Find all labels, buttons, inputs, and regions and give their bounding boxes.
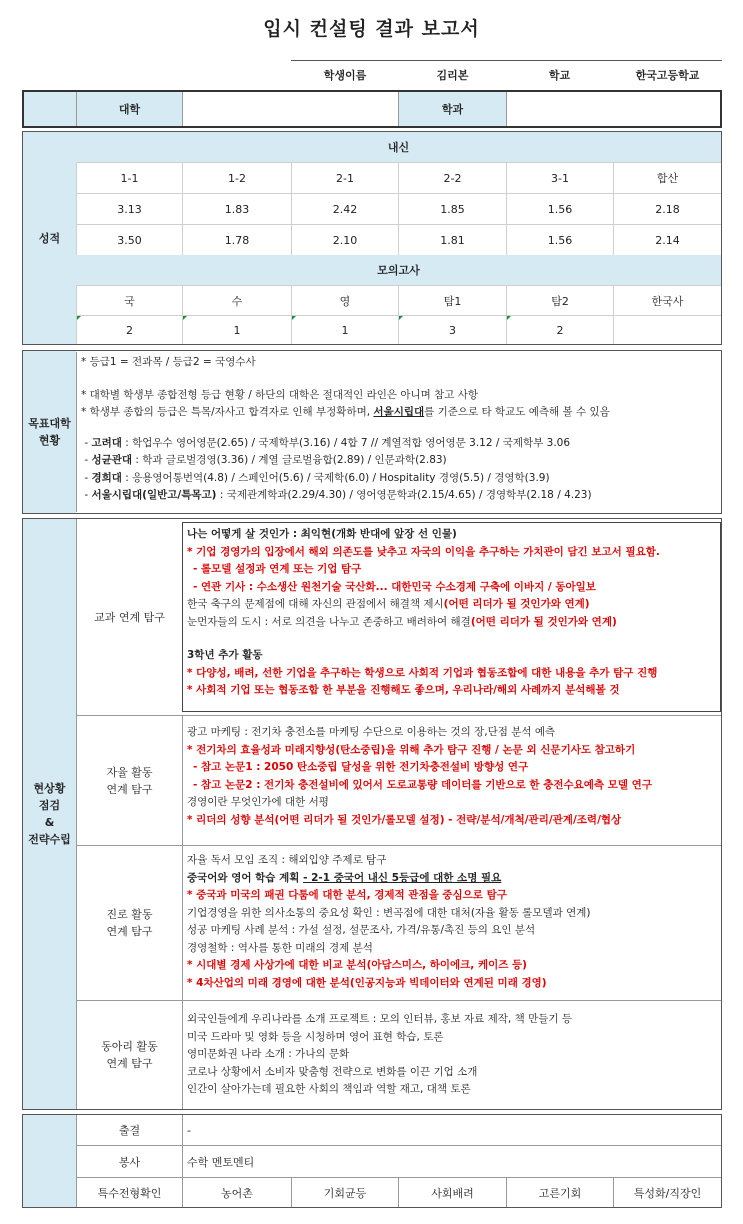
mock-value-cell — [613, 315, 721, 344]
special-admission-item: 농어촌 — [182, 1177, 291, 1207]
naesin-header-cell: 2-2 — [398, 162, 506, 193]
attendance-label: 출결 — [76, 1115, 182, 1145]
club-content: 외국인들에게 우리나라를 소개 프로젝트 : 모의 인터뷰, 홍보 자료 제작, 책 만들기 등 미국 드라마 및 영화 등을 시청하며 영어 표현 학습, 토론 영미문화권 나라 소개 : 가나의 문화 코로나 상황에서 소비자 맞춤형 전략으로 변화를 이끈 기업 소개 인간이 살아가는데 필요한 사회의 책임과 역할 재고, 대책 토론 — [182, 1000, 721, 1109]
club-label: 동아리 활동 연계 탐구 — [76, 1000, 182, 1109]
special-admission-item: 특성화/직장인 — [613, 1177, 721, 1207]
dept-label: 학과 — [398, 92, 506, 126]
subject-content: 나는 어떻게 살 것인가 : 최익현(개화 반대에 앞장 선 인물) * 기업 경영가의 입장에서 해외 의존도를 낮추고 자국의 이익을 추구하는 가치관이 담긴 보고서 필요함. - 롤모델 설정과 연계 또는 기업 탐구 - 연관 기사 : 수소생산 원천기술 국산화... 대한민국 수소경제 구축에 이바지 / 동아일보 한국 축구의 문제점에 대해 자신의 관점에서 해결책 제시(어떤 리더가 될 것인가와 연계) 눈먼자들의 도시 : 서로 의견을 나누고 존중하고 배려하여 해결(어떤 리더가 될 것인가와 연계) 3학년 추가 활동 * 다양성, 배려, 선한 기업을 추구하는 학생으로 사회적 기업과 협동조합에 대한 내용을 추가 탐구 진행 * 사회적 기업 또는 협동조합 한 부분을 진행해도 좋으며, 우리나라/해외 사례까지 분석해볼 것 — [182, 522, 721, 712]
naesin-value-cell: 1.81 — [398, 224, 506, 255]
grades-side-label: 성적 — [23, 132, 76, 344]
naesin-header-cell: 합산 — [613, 162, 721, 193]
career-label: 진로 활동 연계 탐구 — [76, 845, 182, 1000]
mock-value-cell: 2 — [506, 315, 613, 344]
bottom-side — [23, 1115, 76, 1207]
autonomy-content: 광고 마케팅 : 전기차 충전소를 마케팅 수단으로 이용하는 것의 장,단점 분석 예측 * 전기차의 효율성과 미래지향성(탄소중립)을 위해 추가 탐구 진행 / 논문 외 신문기사도 참고하기 - 참고 논문1 : 2050 탄소중립 달성을 위한 전기차충전설비 방향성 연구 - 참고 논문2 : 전기차 충전설비에 있어서 도로교통량 데이터를 기반으로 한 충전수요예측 모델 연구 경영이란 무엇인가에 대한 서평 * 리더의 성향 분석(어떤 리더가 될 것인가/롤모델 설정) - 전략/분석/개척/관리/관계/조력/협상 — [182, 715, 721, 845]
goal-side-label — [23, 351, 76, 513]
naesin-value-cell: 1.78 — [182, 224, 291, 255]
student-name: 김리본 — [399, 60, 506, 88]
special-admission-item: 사회배려 — [398, 1177, 506, 1207]
cell-marker-icon — [77, 316, 81, 320]
naesin-value-cell: 3.50 — [76, 224, 182, 255]
naesin-title: 내신 — [76, 132, 721, 162]
naesin-header-cell: 3-1 — [506, 162, 613, 193]
goal-univ-0: - 고려대 : 학업우수 영어영문(2.65) / 국제학부(3.16) / 4합 7 // 계열적합 영어영문 3.12 / 국제학부 3.06 — [81, 436, 571, 449]
special-admission-label: 특수전형확인 — [76, 1177, 182, 1207]
goal-notes — [76, 352, 721, 512]
cell-marker-icon — [292, 316, 296, 320]
career-content: 자율 독서 모임 조직 : 해외입양 주제로 탐구 중국어와 영어 학습 계획 - 2-1 중국어 내신 5등급에 대한 소명 필요 * 중국과 미국의 패권 다툼에 대한 분석, 경제적 관점을 중심으로 탐구 기업경영을 위한 의사소통의 중요성 확인 : 변곡점에 대한 대처(자율 활동 롤모델과 연계) 성공 마케팅 사례 분석 : 가설 설정, 설문조사, 가격/유통/촉진 등의 요인 분석 경영철학 : 역사를 통한 미래의 경제 분석 * 시대별 경제 사상가에 대한 비교 분석(아담스미스, 하이에크, 케이즈 등) * 4차산업의 미래 경영에 대한 분석(인공지능과 빅데이터와 연계된 미래 경영) — [182, 845, 721, 1000]
school-name: 한국고등학교 — [613, 60, 722, 88]
mock-header-cell: 수 — [182, 285, 291, 315]
mock-header-cell: 영 — [291, 285, 398, 315]
naesin-header-cell: 2-1 — [291, 162, 398, 193]
naesin-value-cell: 2.14 — [613, 224, 721, 255]
volunteer-value: 수학 멘토멘티 — [182, 1145, 721, 1177]
school-label: 학교 — [506, 60, 613, 88]
goal-univ-1: - 성균관대 : 학과 글로벌경영(3.36) / 계열 글로벌융합(2.89) / 인문과학(2.83) — [81, 454, 447, 466]
goal-note-3: * 학생부 종합의 등급은 특목/자사고 합격자로 인해 부정확하며, 서울시립대를 기준으로 타 학교도 예측해 볼 수 있음 — [81, 406, 610, 418]
mock-value-cell: 2 — [76, 315, 182, 344]
naesin-header-cell: 1-1 — [76, 162, 182, 193]
cell-marker-icon — [507, 316, 511, 320]
mock-value-cell: 3 — [398, 315, 506, 344]
volunteer-label: 봉사 — [76, 1145, 182, 1177]
special-admission-item: 고른기회 — [506, 1177, 613, 1207]
mock-title: 모의고사 — [76, 255, 721, 285]
goal-note-1: * 등급1 = 전과목 / 등급2 = 국영수사 — [81, 356, 256, 368]
goal-side-label-1: 목표대학 — [28, 417, 71, 430]
naesin-header-cell: 1-2 — [182, 162, 291, 193]
naesin-value-cell: 2.10 — [291, 224, 398, 255]
naesin-value-cell: 1.85 — [398, 193, 506, 224]
naesin-value-cell: 3.13 — [76, 193, 182, 224]
mock-header-cell: 국 — [76, 285, 182, 315]
subject-label: 교과 연계 탐구 — [76, 519, 182, 715]
autonomy-label: 자율 활동 연계 탐구 — [76, 715, 182, 845]
target-side — [24, 92, 76, 126]
goal-univ-3: - 서울시립대(일반고/특목고) : 국제관계학과(2.29/4.30) / 영어영문학과(2.15/4.65) / 경영학부(2.18 / 4.23) — [81, 489, 592, 501]
goal-note-2: * 대학별 학생부 종합전형 등급 현황 / 하단의 대학은 절대적인 라인은 아니며 참고 사항 — [81, 388, 479, 401]
univ-value — [182, 92, 398, 126]
goal-note-3-highlight: 서울시립대 — [373, 406, 425, 418]
student-name-label: 학생이름 — [291, 60, 399, 88]
goal-side-label-2: 현황 — [38, 434, 61, 447]
naesin-value-cell: 1.83 — [182, 193, 291, 224]
page-title: 입시 컨설팅 결과 보고서 — [263, 18, 480, 40]
naesin-value-cell: 2.18 — [613, 193, 721, 224]
attendance-value: - — [182, 1115, 721, 1145]
dept-value — [506, 92, 720, 126]
status-side-label: 현상황 점검 & 전략수립 — [23, 519, 76, 1109]
goal-univ-2: - 경희대 : 응용영어통번역(4.8) / 스페인어(5.6) / 국제학(6.0) / Hospitality 경영(5.5) / 경영학(3.9) — [81, 471, 550, 484]
cell-marker-icon — [183, 316, 187, 320]
mock-value-cell: 1 — [291, 315, 398, 344]
naesin-value-cell: 1.56 — [506, 224, 613, 255]
naesin-value-cell: 1.56 — [506, 193, 613, 224]
special-admission-item: 기회균등 — [291, 1177, 398, 1207]
mock-header-cell: 탐2 — [506, 285, 613, 315]
cell-marker-icon — [399, 316, 403, 320]
naesin-value-cell: 2.42 — [291, 193, 398, 224]
mock-value-cell: 1 — [182, 315, 291, 344]
mock-header-cell: 탐1 — [398, 285, 506, 315]
univ-label: 대학 — [76, 92, 182, 126]
mock-header-cell: 한국사 — [613, 285, 721, 315]
